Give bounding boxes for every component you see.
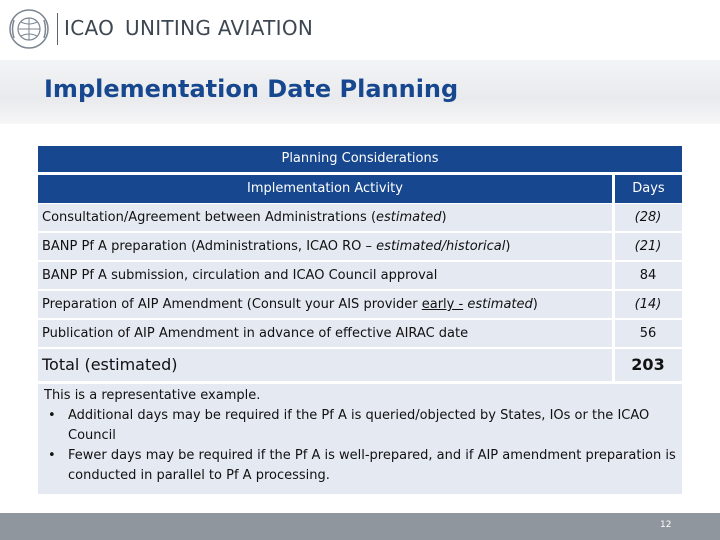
total-label: Total (estimated) [42,355,178,374]
table-row [38,291,682,318]
logo-divider [57,13,58,45]
footer-bar [0,513,720,540]
table-row [38,204,682,231]
table-row [38,320,682,347]
days-cell: (21) [634,239,662,254]
activity-cell: Publication of AIP Amendment in advance of effective AIRAC date [42,326,469,341]
days-cell: (14) [634,297,662,312]
page-title: Implementation Date Planning [44,75,459,103]
column-divider [612,204,615,381]
column-header-activity: Implementation Activity [38,175,612,203]
table-row [38,262,682,289]
table-caption: Planning Considerations [38,146,682,172]
list-item: • Fewer days may be required if the Pf A is well-prepared, and if AIP amendment preparation is conducted in parallel to Pf A processing. [48,448,676,483]
activity-cell: Consultation/Agreement between Administrations (estimated) [42,210,447,225]
total-row [38,349,682,381]
note-box [38,384,682,494]
days-cell: 84 [639,268,657,283]
note-list [44,406,676,486]
days-cell: 56 [639,326,657,341]
total-days: 203 [631,355,665,374]
header [0,0,720,58]
activity-cell: BANP Pf A submission, circulation and ICAO Council approval [42,268,438,283]
page-number: 12 [660,520,672,530]
slogan: UNITING AVIATION [125,16,314,40]
table-row [38,233,682,260]
icao-emblem-icon [8,8,50,50]
days-cell: (28) [634,210,662,225]
note-intro: This is a representative example. [44,388,261,403]
activity-cell: BANP Pf A preparation (Administrations, ICAO RO – estimated/historical) [42,239,511,254]
column-header-days: Days [615,175,682,203]
org-name: ICAO [64,16,115,40]
list-item: • Additional days may be required if the Pf A is queried/objected by States, IOs or the ICAO Council [48,408,650,443]
activity-cell: Preparation of AIP Amendment (Consult your AIS provider early - estimated) [42,297,538,312]
